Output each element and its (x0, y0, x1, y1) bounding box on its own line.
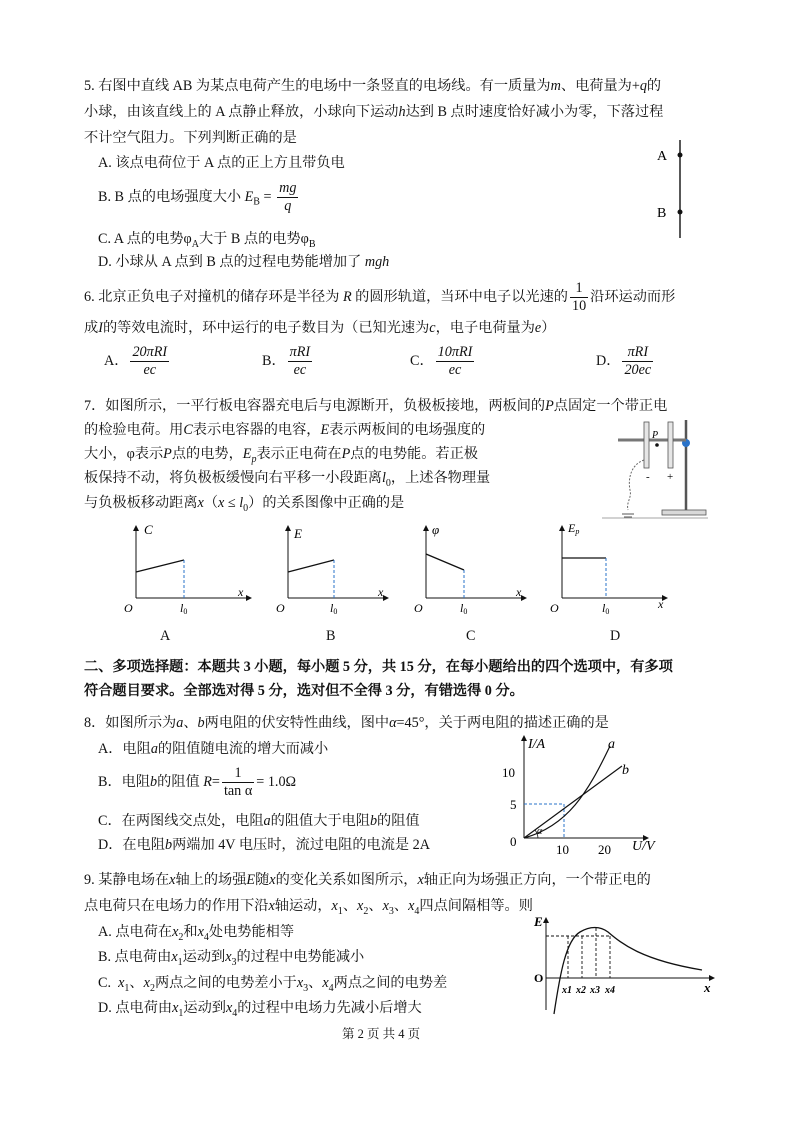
q7-fig-minus: - (646, 471, 650, 483)
svg-text:E: E (294, 526, 302, 541)
svg-text:O: O (414, 601, 423, 615)
q9-option-a[interactable]: A. 点电荷在$x_2$和$x_4$处电势能相等 (98, 924, 295, 943)
svg-text:a: a (608, 737, 615, 752)
q5-line3: 不计空气阻力。下列判断正确的是 (84, 130, 297, 146)
q7-caption-d[interactable]: D (610, 628, 621, 644)
q8-option-c[interactable]: C．在两图线交点处，电阻a的阻值大于电阻b的阻值 (98, 813, 420, 829)
svg-text:20: 20 (598, 842, 611, 857)
q7-graph-a (106, 520, 256, 625)
svg-text:b: b (622, 763, 629, 778)
q7-fig-plus: + (667, 471, 674, 483)
section2-heading-line2: 符合题目要求。全部选对得 5 分，选对但不全得 3 分，有错选得 0 分。 (84, 683, 524, 699)
section2-heading-line1: 二、多项选择题：本题共 3 小题，每小题 5 分，共 15 分，在每小题给出的四个选项中，有多项 (84, 659, 673, 675)
svg-text:Ep: Ep (568, 521, 580, 536)
svg-text:10: 10 (556, 842, 569, 857)
svg-text:x: x (238, 585, 244, 599)
svg-text:l0: l0 (330, 601, 338, 616)
svg-text:x: x (658, 597, 664, 611)
page-footer: 第 2 页 共 4 页 (342, 1027, 421, 1041)
svg-text:x4: x4 (605, 985, 615, 996)
q9-line2: 点电荷只在电场力的作用下沿x轴运动，$x_1$、$x_2$、$x_3$、$x_4$四点间隔相等。则 (84, 898, 533, 917)
q8-fraction: $\frac{1}{\text{tan α}}$ (223, 765, 253, 799)
svg-text:l0: l0 (180, 601, 188, 616)
svg-text:x2: x2 (576, 985, 586, 996)
q6-option-c[interactable]: C． $\frac{\text{10πRI}}{ec}$ (410, 344, 473, 378)
q7-graph-d (532, 520, 682, 625)
svg-text:x1: x1 (562, 985, 572, 996)
svg-text:C: C (144, 522, 153, 537)
q9-field-chart (532, 914, 722, 1021)
q5-label-b: B (657, 206, 667, 221)
q6-fraction: $\frac{1}{10}$ (571, 280, 587, 314)
svg-text:α: α (537, 826, 543, 837)
q5-label-a: A (657, 149, 668, 164)
q5-option-a[interactable]: A. 该点电荷位于 A 点的正上方且带负电 (98, 155, 345, 171)
q9-option-c[interactable]: C. $x_1$、$x_2$两点之间的电势差小于$x_3$、$x_4$两点之间的电势差 (98, 975, 448, 994)
q5-option-b[interactable]: B. B 点的电场强度大小 $E_B$ = $\frac{mg}{q}$ (98, 180, 297, 214)
svg-text:U/V: U/V (632, 839, 655, 854)
q5-line1: 5. 右图中直线 AB 为某点电荷产生的电场中一条竖直的电场线。有一质量为m、电荷量为+q的 (84, 78, 662, 94)
q9-option-d[interactable]: D. 点电荷由$x_1$运动到$x_4$的过程中电场力先减小后增大 (98, 1000, 422, 1019)
q5-option-d[interactable]: D. 小球从 A 点到 B 点的过程电势能增加了 mgh (98, 254, 390, 270)
q7-graph-b (258, 520, 408, 625)
svg-text:l0: l0 (460, 601, 468, 616)
q6-option-d[interactable]: D． $\frac{\text{πRI}}{20ec}$ (596, 344, 652, 378)
q8-option-b[interactable]: B．电阻b的阻值 R= $\frac{1}{\text{tan α}}$ = 1.0Ω (98, 765, 297, 799)
svg-text:l0: l0 (602, 601, 610, 616)
svg-text:E: E (534, 914, 543, 929)
svg-text:x: x (516, 585, 522, 599)
svg-text:x: x (704, 980, 711, 995)
svg-text:I/A: I/A (528, 737, 546, 752)
svg-text:O: O (276, 601, 285, 615)
q7-line5: 与负极板移动距离$x(x \le l_0)$的关系图像中正确的是 (84, 495, 405, 514)
q5-field-line-figure (655, 140, 695, 245)
svg-text:x3: x3 (590, 985, 600, 996)
q5-option-c[interactable]: C. A 点的电势$\varphi_A$大于 B 点的电势$\varphi_B$ (98, 231, 316, 250)
q9-line1: 9. 某静电场在x轴上的场强E随x的变化关系如图所示，x轴正向为场强正方向，一个带正电的 (84, 872, 651, 888)
svg-text:φ: φ (432, 522, 440, 537)
svg-text:O: O (534, 971, 544, 985)
q5-line2: 小球，由该直线上的 A 点静止释放，小球向下运动h达到 B 点时速度恰好减小为零，下落过程 (84, 104, 664, 120)
q6-option-b[interactable]: B． $\frac{\text{πRI}}{ec}$ (262, 344, 311, 378)
q7-line2: 的检验电荷。用C表示电容器的电容，E表示两板间的电场强度的 (84, 422, 486, 438)
q7-capacitor-figure (600, 410, 710, 530)
q7-caption-c[interactable]: C (466, 628, 476, 644)
q9-option-b[interactable]: B. 点电荷由$x_1$运动到$x_3$的过程中电势能减小 (98, 949, 365, 968)
q8-option-a[interactable]: A．电阻a的阻值随电流的增大而减小 (98, 741, 329, 757)
q6-line1: 6. 北京正负电子对撞机的储存环是半径为 R 的圆形轨道，当环中电子以光速的 $\frac{1}{10}$ 沿环运动而形 (84, 280, 676, 314)
q6-line2: 成I的等效电流时，环中运行的电子数目为（已知光速为c，电子电荷量为e） (84, 320, 556, 336)
q7-line3: 大小，φ表示P点的电势，$E_p$表示正电荷在P点的电势能。若正极 (84, 446, 478, 465)
q6-option-a[interactable]: A． $\frac{\text{20πRI}}{ec}$ (104, 344, 168, 378)
svg-text:0: 0 (510, 834, 517, 849)
q7-caption-a[interactable]: A (160, 628, 171, 644)
q7-line1: 7．如图所示，一平行板电容器充电后与电源断开，负极板接地，两板间的P点固定一个带正电 (84, 398, 668, 414)
svg-text:O: O (550, 601, 559, 615)
svg-text:5: 5 (510, 797, 517, 812)
q7-line4: 板保持不动，将负极板缓慢向右平移一小段距离$l_0$，上述各物理量 (84, 470, 491, 489)
q7-caption-b[interactable]: B (326, 628, 336, 644)
svg-text:10: 10 (502, 765, 515, 780)
q8-line1: 8．如图所示为a、b两电阻的伏安特性曲线，图中α=45°，关于两电阻的描述正确的是 (84, 715, 609, 731)
q8-option-d[interactable]: D．在电阻b两端加 4V 电压时，流过电阻的电流是 2A (98, 837, 430, 853)
svg-text:O: O (124, 601, 133, 615)
q7-fig-p: P (652, 430, 659, 441)
q7-graph-c (396, 520, 546, 625)
svg-text:x: x (378, 585, 384, 599)
q5-fraction: $\frac{mg}{q}$ (279, 180, 297, 214)
q8-iv-chart (498, 730, 668, 865)
